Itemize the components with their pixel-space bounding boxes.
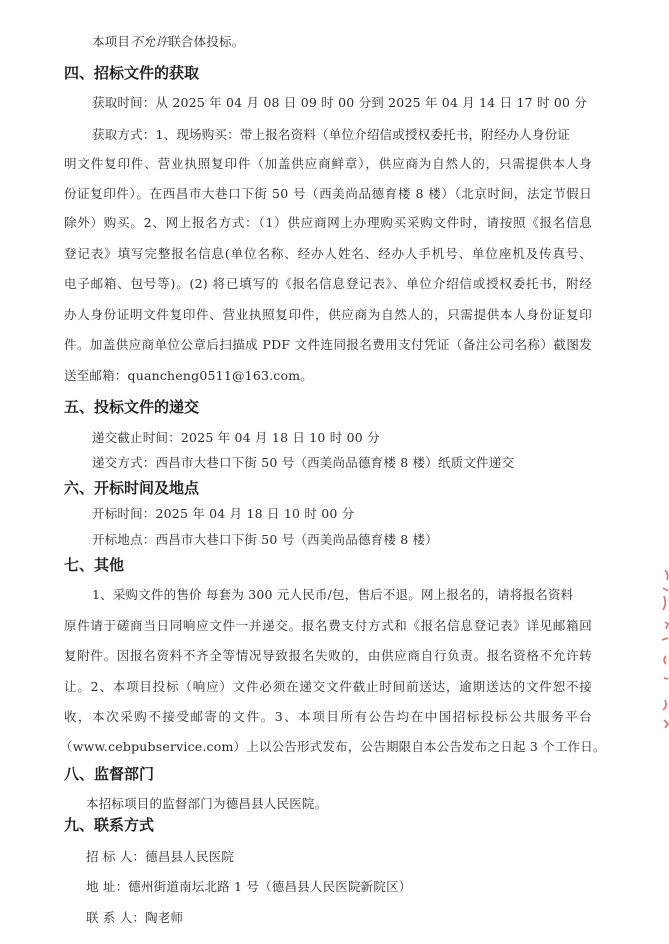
red-seal-stamp	[655, 560, 669, 740]
opening-time: 开标时间：2025 年 04 月 18 日 10 时 00 分	[92, 506, 355, 521]
acquire-method-line-3: 份证复印件）。在西昌市大巷口下街 50 号（西美尚品德育楼 8 楼）（北京时间，法定节假日	[64, 186, 592, 201]
joint-bid-pre: 本项目	[92, 34, 131, 49]
acquire-time: 获取时间：从 2025 年 04 月 08 日 09 时 00 分到 2025 年 04 月 14 日 17 时 00 分	[92, 95, 588, 110]
acquire-method-line-2: 明文件复印件、营业执照复印件（加盖供应商鲜章），供应商为自然人的，只需提供本人身	[64, 156, 592, 171]
acquire-method-line-6: 电子邮箱、包号等)。(2) 将已填写的《报名信息登记表》、单位介绍信或授权委托书，附经	[64, 276, 592, 291]
other-line-1: 1、采购文件的售价 每套为 300 元人民币/包，售后不退。网上报名的，请将报名资料	[92, 587, 574, 602]
section-heading-5: 五、投标文件的递交	[64, 398, 200, 416]
other-line-6: （www.cebpubservice.com）上以公告形式发布，公告期限自本公告发布之日起 3 个工作日。	[60, 739, 606, 754]
opening-place: 开标地点：西昌市大巷口下街 50 号（西美尚品德育楼 8 楼）	[92, 532, 438, 547]
joint-bid-emphasis: 不允许	[130, 34, 169, 49]
other-line-5: 收，本次采购不接受邮寄的文件。3、本项目所有公告均在中国招标投标公共服务平台	[64, 709, 592, 724]
supervision-dept: 本招标项目的监督部门为德昌县人民医院。	[86, 796, 328, 811]
section-heading-6: 六、开标时间及地点	[64, 479, 200, 497]
acquire-method-line-4: 除外）购买。2、网上报名方式：（1）供应商网上办理购买采购文件时，请按照《报名信息	[64, 215, 592, 230]
other-line-2: 原件请于磋商当日同响应文件一并递交。报名费支付方式和《报名信息登记表》详见邮箱回	[64, 618, 592, 633]
acquire-method-line-1: 获取方式：1、现场购买：带上报名资料（单位介绍信或授权委托书，附经办人身份证	[92, 127, 571, 142]
submit-deadline: 递交截止时间：2025 年 04 月 18 日 10 时 00 分	[92, 430, 380, 445]
contact-tenderer: 招 标 人：德昌县人民医院	[86, 849, 235, 864]
section-heading-4: 四、招标文件的获取	[64, 64, 200, 82]
joint-bid-post: 联合体投标。	[168, 34, 245, 49]
acquire-email: 送至邮箱：quancheng0511@163.com。	[64, 368, 313, 383]
acquire-method-line-5: 登记表》填写完整报名信息(单位名称、经办人姓名、经办人手机号、单位座机及传真号、	[64, 246, 592, 261]
section-heading-7: 七、其他	[64, 556, 125, 574]
other-line-4: 让。2、本项目投标（响应）文件必须在递交文件截止时间前送达，逾期送达的文件恕不接	[64, 679, 592, 694]
submit-method: 递交方式：西昌市大巷口下街 50 号（西美尚品德育楼 8 楼）纸质文件递交	[92, 455, 515, 470]
other-line-3: 复附件。因报名资料不齐全等情况导致报名失败的，由供应商自行负责。报名资格不允许转	[64, 648, 592, 663]
contact-person: 联 系 人：陶老师	[86, 910, 184, 925]
acquire-method-line-8: 件。加盖供应商单位公章后扫描成 PDF 文件连同报名费用支付凭证（备注公司名称）截图发	[64, 337, 592, 352]
contact-address: 地 址：德州街道南坛北路 1 号（德昌县人民医院新院区）	[86, 879, 412, 894]
section-heading-9: 九、联系方式	[64, 816, 155, 834]
joint-bid-note	[92, 32, 669, 52]
section-heading-8: 八、监督部门	[64, 765, 155, 783]
acquire-method-line-7: 办人身份证明文件复印件、营业执照复印件，供应商为自然人的，只需提供本人身份证复印	[64, 307, 592, 322]
